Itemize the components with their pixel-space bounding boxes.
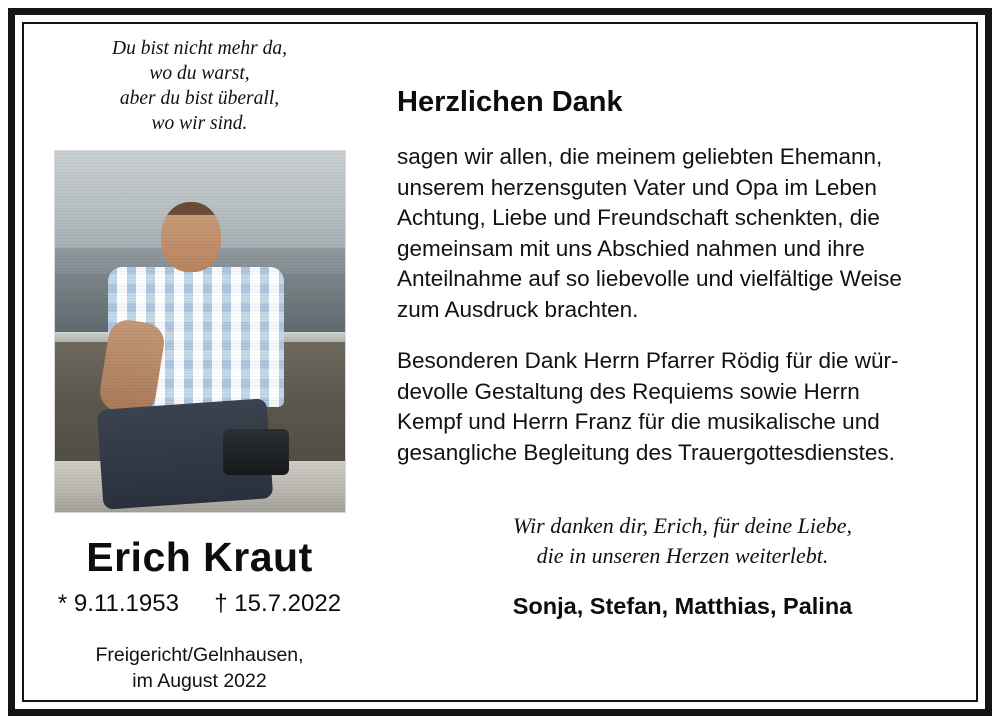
p1-line-2: unserem herzensguten Vater und Opa im Leben [397, 174, 877, 200]
death-date: 15.7.2022 [234, 590, 342, 617]
cross-icon: † [214, 590, 228, 617]
thanks-paragraph-2 [397, 346, 968, 468]
verse-line-2: wo du warst, [149, 63, 250, 84]
thanks-heading: Herzlichen Dank [397, 86, 623, 118]
memorial-verse [112, 36, 287, 136]
right-column [367, 30, 968, 694]
verse-line-4: wo wir sind. [151, 113, 248, 134]
photo-person-head [161, 202, 221, 272]
closing-verse [397, 511, 968, 571]
left-column [32, 30, 367, 694]
p2-line-1: Besonderen Dank Herrn Pfarrer Rödig für die wür- [397, 348, 899, 373]
p1-line-1: sagen wir allen, die meinem geliebten Ehemann, [397, 144, 883, 169]
verse-line-3: aber du bist überall, [119, 88, 280, 109]
p2-line-3: Kempf und Herrn Franz für die musikalische und [397, 409, 880, 434]
birth-star-icon: * [57, 590, 68, 617]
place-and-date [95, 642, 303, 694]
closing-line-1: Wir danken dir, Erich, für deine Liebe, [512, 513, 853, 538]
card-content [32, 30, 968, 694]
birth-date: 9.11.1953 [73, 590, 179, 617]
photo-person-bag [223, 429, 289, 475]
p2-line-4: gesangliche Begleitung des Trauergottesdienstes. [397, 439, 895, 465]
p1-line-5: Anteilnahme auf so liebevolle und vielfältige Weise [397, 266, 902, 291]
p1-line-4: gemeinsam mit uns Abschied nahmen und ihre [397, 235, 865, 261]
deceased-name: Erich Kraut [86, 534, 313, 580]
place-line-2: im August 2022 [132, 670, 267, 692]
portrait-photo [54, 150, 346, 513]
p1-line-6: zum Ausdruck brachten. [397, 296, 639, 322]
family-signature: Sonja, Stefan, Matthias, Palina [512, 593, 853, 619]
place-line-1: Freigericht/Gelnhausen, [95, 644, 304, 666]
thanks-paragraph-1 [397, 142, 968, 325]
closing-line-2: die in unseren Herzen weiterlebt. [536, 543, 829, 568]
p2-line-2: devolle Gestaltung des Requiems sowie Herrn [397, 378, 860, 404]
p1-line-3: Achtung, Liebe und Freundschaft schenkten, die [397, 205, 880, 230]
verse-line-1: Du bist nicht mehr da, [112, 38, 287, 59]
life-dates [58, 590, 341, 618]
